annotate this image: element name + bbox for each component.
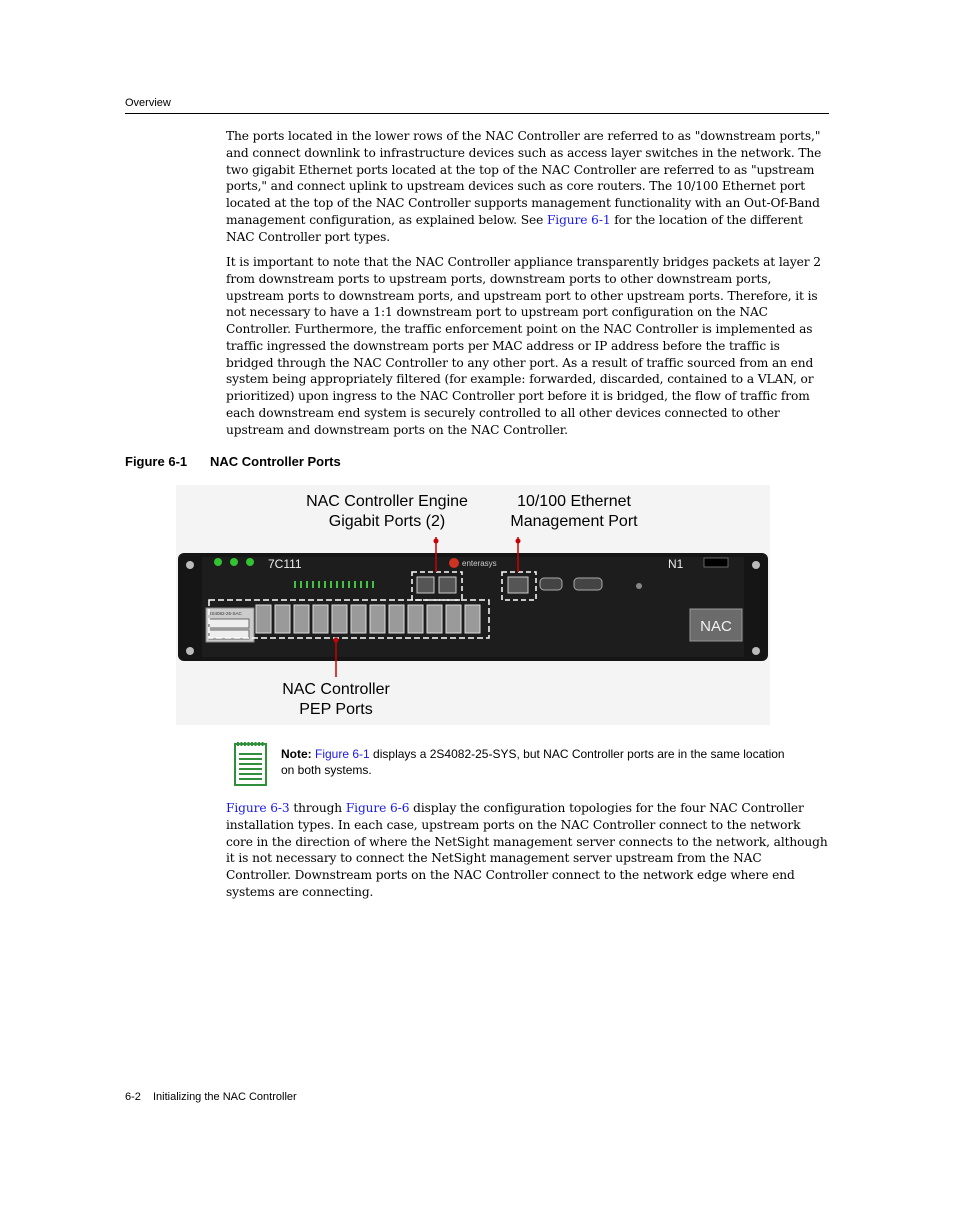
figure-caption	[125, 454, 341, 469]
serial-port-icon	[574, 578, 602, 590]
activity-led-icon	[306, 581, 308, 588]
label-pep-ports-line1: NAC Controller	[282, 681, 390, 698]
pep-port-icon	[408, 605, 423, 633]
figure-title: NAC Controller Ports	[210, 454, 341, 469]
pep-port-icon	[332, 605, 347, 633]
nac-badge-label: NAC	[700, 618, 732, 635]
device-model-label: 7C111	[268, 557, 302, 571]
activity-led-icon	[360, 581, 362, 588]
p1-text-before: The ports located in the lower rows of the NAC Controller are referred to as "downstream ports," and connect downlink to infrastructure devices such as access layer switches in the network. The two gigabit Ethernet ports located at the top of the NAC Controller are referred to as "upstream ports," and connect uplink to upstream devices such as core routers. The 10/100 Ethernet port located at the top of the NAC Controller supports management functionality with an Out-Of-Band management configuration, as explained below. See	[226, 129, 822, 227]
pep-port-icon	[351, 605, 366, 633]
activity-led-icon	[312, 581, 314, 588]
status-led-icon	[214, 558, 222, 566]
note-body: displays a 2S4082-25-SYS, but NAC Controller ports are in the same location on both systems.	[281, 747, 785, 777]
activity-led-icon	[354, 581, 356, 588]
management-port-icon	[508, 577, 528, 593]
p1-text-after: for the location of the different NAC Controller port types.	[226, 212, 803, 244]
gigabit-port-icon	[439, 577, 456, 593]
pep-port-icon	[446, 605, 461, 633]
label-gigabit-ports-line1: NAC Controller Engine	[306, 493, 468, 510]
activity-led-icon	[324, 581, 326, 588]
brand-logo-icon	[449, 558, 459, 568]
header-rule	[125, 113, 829, 114]
device-brand-label: enterasys	[462, 559, 497, 568]
activity-led-icon	[348, 581, 350, 588]
media-module-label: 2S4082-25-SAC	[209, 611, 242, 616]
activity-led-icon	[294, 581, 296, 588]
figure-6-1-link[interactable]: Figure 6-1	[546, 212, 611, 227]
pep-port-icon	[313, 605, 328, 633]
paragraph-bridging: It is important to note that the NAC Controller appliance transparently bridges packets at layer 2 from downstream ports to upstream ports, downstream ports to other downstream ports, upstream ports to downstream ports, and upstream port to other upstream ports. Therefore, it is not necessary to have a 1:1 downstream port to upstream port configuration on the NAC Controller. Furthermore, the traffic enforcement point on the NAC Controller is implemented as traffic ingressed the downstream ports per MAC address or IP address before the traffic is bridged through the NAC Controller to any other port. As a result of traffic sourced from an end system being appropriately filtered (for example: forwarded, discarded, contained to a VLAN, or prioritized) upon ingress to the NAC Controller port before it is bridged, the flow of traffic from each downstream end system is securely controlled to all other devices connected to other upstream and downstream ports on the NAC Controller.	[226, 255, 821, 437]
pep-port-icon	[427, 605, 442, 633]
activity-led-icon	[342, 581, 344, 588]
label-gigabit-ports-line2: Gigabit Ports (2)	[328, 513, 446, 530]
note-text	[281, 746, 801, 778]
figure-6-3-link[interactable]: Figure 6-3	[226, 801, 290, 815]
pep-port-icon	[370, 605, 385, 633]
note-figure-link[interactable]: Figure 6-1	[315, 747, 370, 761]
nac-controller-figure	[176, 485, 770, 725]
footer-title: Initializing the NAC Controller	[153, 1091, 297, 1103]
label-management-port-line1: 10/100 Ethernet	[517, 493, 631, 510]
p3-text-after: display the configuration topologies for the four NAC Controller installation types. In each case, upstream ports on the NAC Controller connect to the network core in the direction of where the NetSight management server connects to the network, although it is not necessary to connect the NetSight management server upstream from the NAC Controller. Downstream ports on the NAC Controller connect to the network edge where end systems are connecting.	[226, 801, 828, 899]
p3-text-mid: through	[289, 801, 346, 815]
pep-port-icon	[294, 605, 309, 633]
label-pep-ports-line2: PEP Ports	[299, 701, 373, 718]
paragraph-ports-intro	[226, 128, 830, 245]
label-management-port	[496, 492, 652, 532]
activity-led-icon	[330, 581, 332, 588]
activity-led-icon	[300, 581, 302, 588]
label-management-port-line2: Management Port	[510, 513, 638, 530]
activity-led-icon	[372, 581, 374, 588]
status-led-icon	[246, 558, 254, 566]
paragraph-topologies	[226, 800, 830, 901]
figure-6-6-link[interactable]: Figure 6-6	[345, 801, 410, 815]
status-led-icon	[230, 558, 238, 566]
pep-port-icon	[275, 605, 290, 633]
activity-led-icon	[366, 581, 368, 588]
activity-led-icon	[318, 581, 320, 588]
label-gigabit-ports	[294, 492, 480, 532]
pep-port-icon	[256, 605, 271, 633]
page-footer	[125, 1091, 297, 1103]
note-pad-icon	[234, 741, 268, 787]
page-number: 6-2	[125, 1091, 141, 1103]
activity-led-icon	[336, 581, 338, 588]
figure-number: Figure 6-1	[125, 454, 188, 469]
running-header: Overview	[125, 97, 171, 109]
pep-port-icon	[389, 605, 404, 633]
serial-port-icon	[540, 578, 562, 590]
device-slot-label: N1	[668, 557, 684, 571]
pep-port-icon	[465, 605, 480, 633]
gigabit-port-icon	[417, 577, 434, 593]
label-pep-ports	[264, 680, 408, 720]
note-label: Note:	[281, 747, 312, 761]
